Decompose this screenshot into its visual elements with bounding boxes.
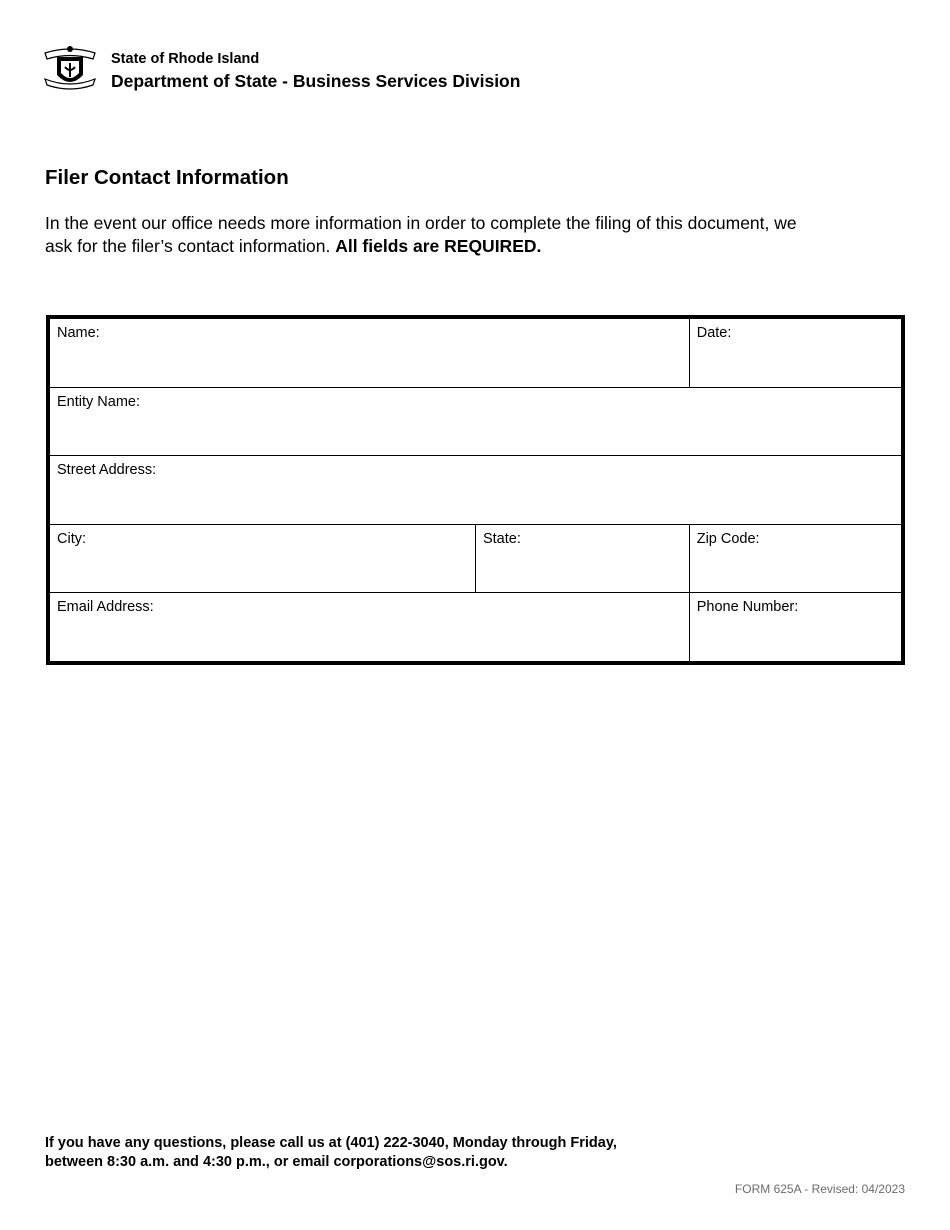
phone-number-field[interactable] (689, 593, 903, 663)
state-label: State of Rhode Island (111, 51, 260, 67)
city-label: City: (57, 530, 86, 547)
zip-code-field[interactable] (689, 524, 903, 593)
city-field[interactable] (48, 524, 475, 593)
name-field[interactable] (48, 317, 689, 387)
state-seal-logo (43, 43, 97, 93)
street-address-label: Street Address: (57, 462, 157, 479)
intro-paragraph (45, 212, 805, 258)
contact-form-table (46, 315, 905, 665)
department-name: Department of State - Business Services Division (111, 71, 521, 91)
intro-text: In the event our office needs more information in order to complete the filing of this document, we ask for the filer’s contact information. (45, 213, 797, 256)
phone-number-label: Phone Number: (696, 599, 799, 616)
footer-line-1: If you have any questions, please call us at (401) 222-3040, Monday through Friday, (45, 1135, 617, 1151)
contact-footer (45, 1134, 617, 1172)
date-label: Date: (696, 325, 732, 341)
required-note: All fields are REQUIRED. (335, 236, 542, 256)
email-address-field[interactable] (48, 593, 689, 663)
footer-line-2: between 8:30 a.m. and 4:30 p.m., or email corporations@sos.ri.gov. (45, 1154, 508, 1170)
state-label-field: State: (482, 530, 521, 547)
date-field[interactable] (689, 317, 903, 387)
state-field[interactable] (475, 524, 689, 593)
page-title: Filer Contact Information (45, 166, 289, 189)
entity-name-field[interactable] (48, 387, 903, 456)
entity-name-label: Entity Name: (57, 393, 140, 410)
form-number: FORM 625A - Revised: 04/2023 (734, 1182, 905, 1196)
zip-code-label: Zip Code: (696, 530, 760, 547)
street-address-field[interactable] (48, 456, 903, 525)
name-label: Name: (57, 325, 100, 341)
email-address-label: Email Address: (57, 599, 154, 616)
